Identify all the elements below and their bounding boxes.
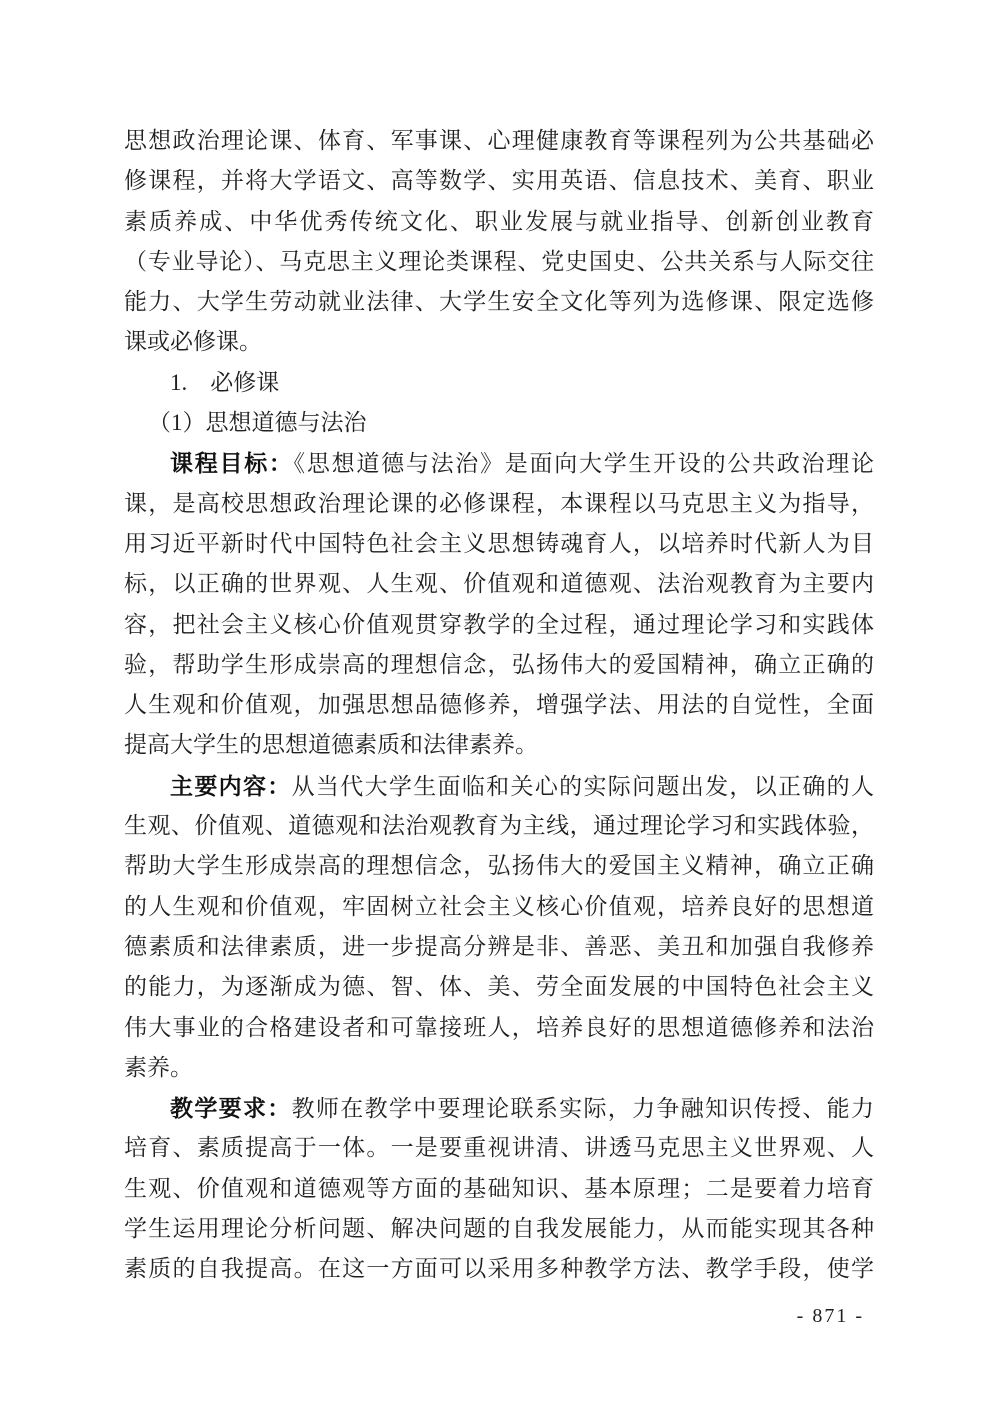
text-line: 修课程，并将大学语文、高等数学、实用英语、信息技术、美育、职业 xyxy=(124,168,874,194)
text-line: （专业导论）、马克思主义理论类课程、党史国史、公共关系与人际交往 xyxy=(124,248,874,274)
teaching-requirements-label: 教学要求： xyxy=(170,1095,292,1122)
text-line: 素质的自我提高。在这一方面可以采用多种教学方法、教学手段，使学 xyxy=(124,1256,874,1282)
text-run: 从当代大学生面临和关心的实际问题出发，以正确的人 xyxy=(291,773,874,799)
text-line: 帮助大学生形成崇高的理想信念，弘扬伟大的爱国主义精神，确立正确 xyxy=(124,853,874,879)
page-number: - 871 - xyxy=(796,1305,864,1327)
text-line: 的能力，为逐渐成为德、智、体、美、劳全面发展的中国特色社会主义 xyxy=(124,974,874,1000)
heading-course-title: （1）思想道德与法治 xyxy=(148,410,367,436)
text-line: 生观、价值观、道德观和法治观教育为主线，通过理论学习和实践体验， xyxy=(124,813,874,839)
text-line: 素质养成、中华优秀传统文化、职业发展与就业指导、创新创业教育 xyxy=(124,208,874,234)
text-line: 课，是高校思想政治理论课的必修课程，本课程以马克思主义为指导， xyxy=(124,490,874,516)
text-line: 标，以正确的世界观、人生观、价值观和道德观、法治观教育为主要内 xyxy=(124,571,874,597)
text-line: 验，帮助学生形成崇高的理想信念，弘扬伟大的爱国精神，确立正确的 xyxy=(124,651,874,677)
main-content-label: 主要内容： xyxy=(170,772,292,799)
text-line xyxy=(124,766,874,806)
text-line: 课或必修课。 xyxy=(124,329,262,355)
text-line: 能力、大学生劳动就业法律、大学生安全文化等列为选修课、限定选修 xyxy=(124,289,874,315)
text-run: 《思想道德与法治》是面向大学生开设的公共政治理论 xyxy=(293,451,874,477)
text-run: 教师在教学中要理论联系实际，力争融知识传授、能力 xyxy=(291,1096,874,1122)
text-line: 培育、素质提高于一体。一是要重视讲清、讲透马克思主义世界观、人 xyxy=(124,1135,874,1161)
document-body xyxy=(124,121,874,1290)
course-goals-label: 课程目标： xyxy=(170,450,294,477)
text-line: 人生观和价值观，加强思想品德修养，增强学法、用法的自觉性，全面 xyxy=(124,692,874,718)
text-line: 思想政治理论课、体育、军事课、心理健康教育等课程列为公共基础必 xyxy=(124,128,874,153)
heading-required-courses: 1. 必修课 xyxy=(170,369,280,395)
text-line: 德素质和法律素质，进一步提高分辨是非、善恶、美丑和加强自我修养 xyxy=(124,933,874,959)
text-line: 伟大事业的合格建设者和可靠接班人，培养良好的思想道德修养和法治 xyxy=(124,1014,874,1040)
text-line: 生观、价值观和道德观等方面的基础知识、基本原理；二是要着力培育 xyxy=(124,1175,874,1201)
text-line: 提高大学生的思想道德素质和法律素养。 xyxy=(124,732,538,758)
text-line: 用习近平新时代中国特色社会主义思想铸魂育人，以培养时代新人为目 xyxy=(124,530,874,556)
text-line: 容，把社会主义核心价值观贯穿教学的全过程，通过理论学习和实践体 xyxy=(124,611,874,637)
text-line: 学生运用理论分析问题、解决问题的自我发展能力，从而能实现其各种 xyxy=(124,1216,874,1242)
text-line xyxy=(124,443,874,483)
text-line: 素养。 xyxy=(124,1054,193,1080)
text-line: 的人生观和价值观，牢固树立社会主义核心价值观，培养良好的思想道 xyxy=(124,893,874,919)
text-line xyxy=(124,1088,874,1128)
